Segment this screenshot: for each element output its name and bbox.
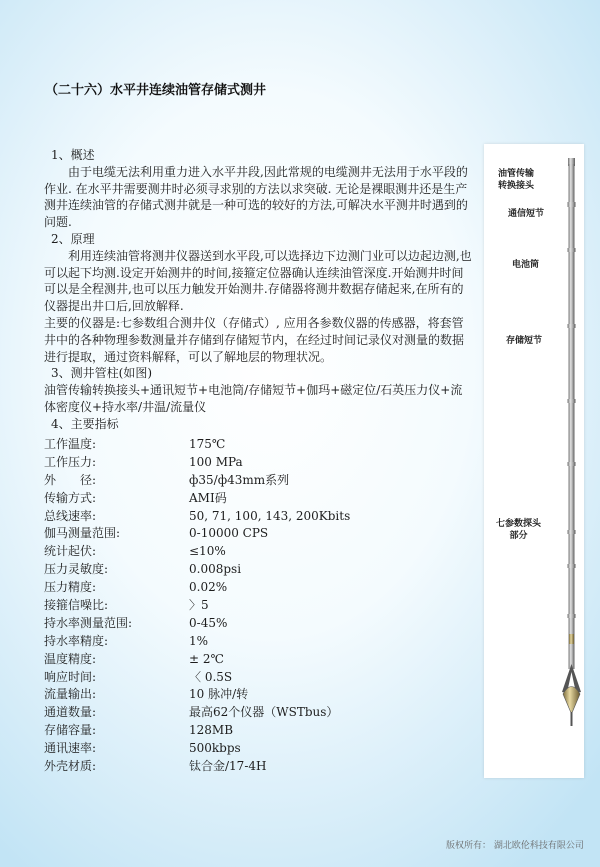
label-probe: 七参数探头 部分 [496,519,542,541]
tool-body [569,164,575,669]
spec-label: 总线速率: [44,508,97,523]
spec-value: 1% [189,633,209,648]
page-title: （二十六）水平井连续油管存储式测井 [45,83,267,98]
tool-joint [568,248,576,252]
spec-label: 持水率精度: [44,633,109,648]
spec-value: 175℃ [189,437,226,451]
spec-label: 响应时间: [44,669,97,684]
spec-label: 工作压力: [44,454,97,469]
principle-paragraph-2: 主要的仪器是:七参数组合测井仪（存储式）, 应用各参数仪器的传感器，将套管井中的各种物理参数测量并存储到存储短节内，在经过时间记录仪对测量的数据进行提取，通过资料解释，可以了解地层的物理状况。 [44,315,465,364]
spec-label: 持水率测量范围: [44,615,133,630]
spec-label: 接箍信噪比: [44,598,109,613]
tool-joint [568,564,576,568]
spec-value: 0.008psi [189,562,242,577]
spec-label: 温度精度: [44,651,97,666]
specs-heading: 4、主要指标 [51,416,119,431]
spec-label: 通讯速率: [44,741,97,756]
spec-value: 0.02% [189,580,228,595]
spec-value: ф35/ф43mm系列 [189,472,290,487]
spec-label: 外壳材质: [44,759,97,774]
tool-joint [568,614,576,618]
label-battery: 电池筒 [512,260,540,270]
tool-joint [568,462,576,466]
spec-label: 通道数量: [44,705,97,720]
spec-value: 500kbps [189,741,241,756]
spec-value: 钛合金/17-4H [189,759,267,774]
tool-string-figure [484,144,584,778]
spec-value: ≤10% [189,544,226,559]
spec-label: 流量输出: [44,687,97,702]
label-storage: 存储短节 [506,336,543,346]
string-heading: 3、测井管柱(如图) [51,366,152,381]
spec-value: 128MB [189,723,234,738]
spec-value: 最高62个仪器（WSTbus） [189,705,339,720]
spec-label: 外 径: [44,472,97,487]
spec-label: 伽马测量范围: [44,526,121,541]
spec-value: 50, 71, 100, 143, 200Kbits [189,508,351,523]
body-text [44,147,472,433]
tool-joint [568,399,576,403]
spec-value: ± 2℃ [189,651,224,666]
spec-value: 〈 0.5S [189,669,233,684]
overview-paragraph: 由于电缆无法利用重力进入水平井段,因此常规的电缆测井无法用于水平段的作业. 在水平井需要测井时必须寻求别的方法以求突破. 无论是裸眼测井还是生产测井连续油管的存储式测井就是一种可选的较好的方法,可解决水平测井时遇到的问题. [44,164,468,230]
spec-value: 10 脉冲/转 [189,687,249,702]
tool-bottom-tip [571,712,573,726]
spec-value: 0-10000 CPS [189,526,269,541]
spec-value: 100 MPa [189,454,243,469]
spec-label: 传输方式: [44,490,97,505]
spec-value: AMI码 [189,490,227,505]
tool-joint [568,202,576,207]
spec-label: 压力精度: [44,580,97,595]
spec-value: 0-45% [189,615,228,630]
tool-joint [568,324,576,328]
copyright-footer: 版权所有： 湖北欧伦科技有限公司 [446,841,584,851]
string-paragraph: 油管传输转换接头+通讯短节+电池筒/存储短节+伽玛+磁定位/石英压力仪+流体密度仪+持水率/井温/流量仪 [44,383,463,414]
spec-label: 存储容量: [44,723,97,738]
tool-sensor-band [569,634,574,644]
spec-label: 统计起伏: [44,544,97,559]
spec-value: 〉5 [189,598,209,613]
overview-heading: 1、概述 [51,148,95,162]
spec-label: 压力灵敏度: [44,562,109,577]
principle-paragraph: 利用连续油管将测井仪器送到水平段,可以选择边下边测门业可以边起边测,也可以起下均测.设定开始测井的时间,接箍定位器确认连续油管深度.开始测井时间可以是全程测井,也可以压力触发开始测井.存储器将测井数据存储起来,在所有的仪器提出井口后,回放解释. [44,248,472,314]
flowmeter-spinner [563,687,580,715]
spec-label: 工作温度: [44,437,97,451]
label-comm-sub: 通信短节 [508,209,545,219]
tool-string-illustration [484,144,584,778]
label-adapter: 油管传输 转换接头 [498,169,535,191]
tool-joint [568,530,576,534]
principle-heading: 2、原理 [51,231,95,246]
